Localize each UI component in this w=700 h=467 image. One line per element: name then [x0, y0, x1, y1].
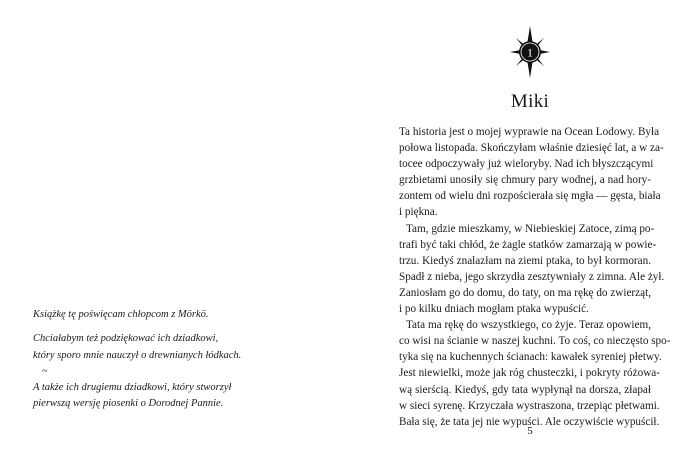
dedication-line: pierwszą wersję piosenki o Dorodnej Pannie. [33, 398, 224, 410]
text-line: grzbietami unosiły się chmury pary wodnej, a nad hory- [399, 174, 651, 187]
text-line: Jest niewielki, może jak róg chusteczki, i pokryty różowa- [399, 367, 660, 380]
dedication-separator: ~ [42, 365, 48, 377]
text-line: i po kilku dniach mogłam ptaka wypuścić. [399, 303, 589, 316]
dedication [33, 307, 333, 413]
text-line: tocee odpoczywały już wieloryby. Nad ich błyszczącymi [399, 158, 654, 171]
text-line: Tam, gdzie mieszkamy, w Niebieskiej Zatoce, zimą po- [406, 222, 655, 235]
text-line: co wisi na ścianie w naszej kuchni. To coś, co nieczęsto spo- [399, 335, 671, 348]
text-line: zontem od wielu dni rozpościerała się mgła — gęsta, biała [399, 190, 661, 203]
page-number: 5 [527, 425, 533, 437]
dedication-line: który sporo mnie nauczył o drewnianych łódkach. [33, 349, 242, 361]
chapter-title: Miki [510, 91, 550, 112]
text-line: Spadł z nieba, jego skrzydła zesztywniały z zimna. Ale żył. [399, 270, 665, 283]
text-line: Zaniosłam go do domu, do taty, on ma rękę do zwierząt, [399, 286, 651, 299]
compass-rose-icon [510, 26, 550, 78]
text-line: trafi być taki chłód, że żagle statków zamarzają w powie- [399, 238, 657, 251]
text-line: połowa listopada. Skończyłam właśnie dziesięć lat, a w za- [399, 142, 664, 155]
dedication-line: A także ich drugiemu dziadkowi, który stworzył [33, 382, 232, 394]
dedication-spacer [33, 323, 333, 331]
text-line: wą sierścią. Kiedyś, gdy tata wypłynął na dorsza, złapał [399, 383, 651, 396]
text-line: trzu. Kiedyś znalazłam na ziemi ptaka, to był kormoran. [399, 254, 651, 267]
chapter-body [399, 124, 671, 430]
text-line: w sieci syrenę. Krzyczała wystraszona, trzepiąc płetwami. [399, 399, 660, 412]
chapter-number: 1 [527, 45, 533, 60]
text-line: Bała się, że tata jej nie wypuści. Ale oczywiście wypuścił. [399, 415, 660, 428]
dedication-line: Książkę tę poświęcam chłopcom z Mörkö. [33, 309, 209, 320]
dedication-line: Chciałabym też podziękować ich dziadkowi, [33, 333, 219, 345]
text-line: i piękna. [399, 206, 438, 219]
text-line: Ta historia jest o mojej wyprawie na Ocean Lodowy. Była [399, 126, 660, 138]
text-line: tyka się na kuchennych ścianach: kawałek syreniej płetwy. [399, 351, 662, 364]
text-line: Tata ma rękę do wszystkiego, co żyje. Teraz opowiem, [406, 319, 651, 332]
